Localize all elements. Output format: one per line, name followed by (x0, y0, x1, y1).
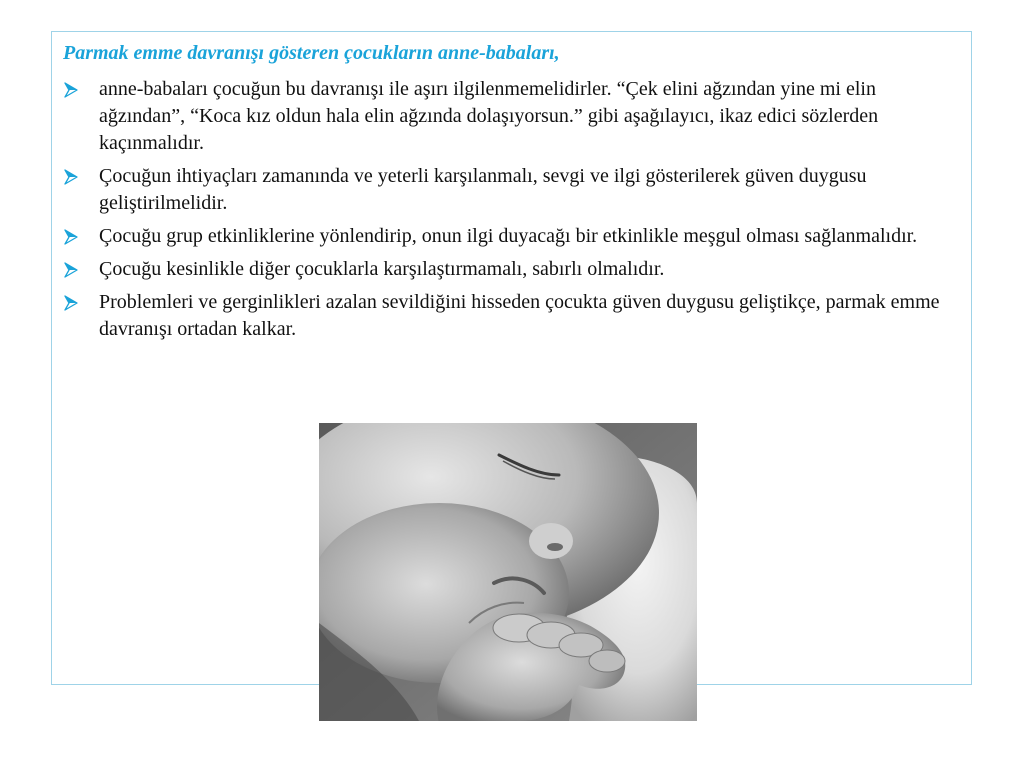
bullet-text: anne-babaları çocuğun bu davranışı ile aşırı ilgilenmemelidirler. “Çek elini ağzından yine mi elin ağzından”, “Koca kız oldun hala elin ağzında dolaşıyorsun.” gibi aşağılayıcı, ikaz edici sözlerden kaçınmalıdır. (99, 78, 879, 154)
arrow-bullet-icon (63, 295, 79, 311)
bullet-item (63, 289, 953, 343)
arrow-bullet-icon (63, 169, 79, 185)
bullet-item (63, 76, 953, 157)
bullet-item (63, 218, 953, 255)
bullet-item (63, 256, 953, 283)
slide-heading: Parmak emme davranışı gösteren çocukların anne-babaları, (63, 42, 560, 64)
baby-photo-illustration (319, 423, 697, 721)
arrow-bullet-icon (63, 82, 79, 98)
baby-thumb-sucking-photo (319, 423, 697, 721)
arrow-bullet-icon (63, 229, 79, 245)
bullet-text: Çocuğu kesinlikle diğer çocuklarla karşılaştırmamalı, sabırlı olmalıdır. (99, 258, 665, 280)
bullet-text: Çocuğun ihtiyaçları zamanında ve yeterli karşılanmalı, sevgi ve ilgi gösterilerek güven duygusu geliştirilmelidir. (99, 165, 867, 214)
arrow-bullet-icon (63, 262, 79, 278)
bullet-text: Çocuğu grup etkinliklerine yönlendirip, onun ilgi duyacağı bir etkinlikle meşgul olması sağlanmalıdır. (99, 225, 918, 247)
bullet-list (63, 76, 953, 349)
bullet-item (63, 163, 953, 217)
bullet-text: Problemleri ve gerginlikleri azalan sevildiğini hisseden çocukta güven duygusu geliştikçe, parmak emme davranışı ortadan kalkar. (99, 291, 940, 340)
